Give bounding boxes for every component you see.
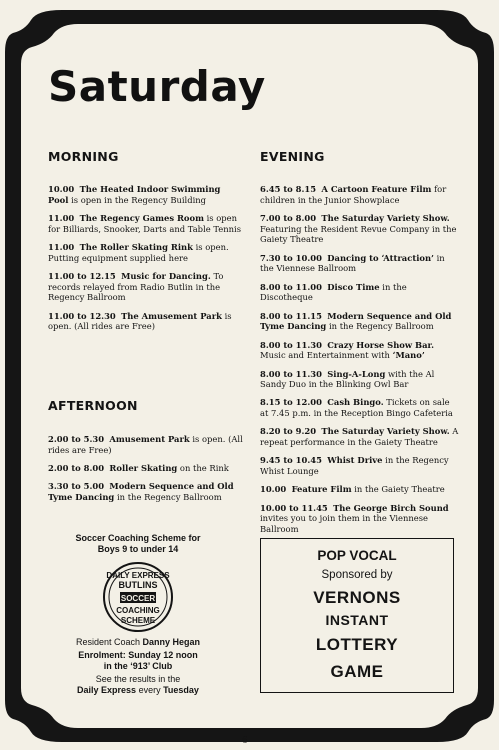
afternoon-entry xyxy=(48,434,243,455)
evening-entry xyxy=(260,213,460,245)
entry-time: 2.00 to 8.00 xyxy=(48,462,105,473)
entry-time: 2.00 to 5.30 xyxy=(48,434,105,444)
badge-line-5: SCHEME xyxy=(120,616,156,625)
entry-event: Sing-A-Long xyxy=(327,368,386,379)
results-line2 xyxy=(58,685,218,696)
entry-event: Amusement Park xyxy=(109,434,190,444)
entry-time: 10.00 to 11.45 xyxy=(260,502,328,513)
entry-details: in the Regency Ballroom xyxy=(326,321,434,332)
entry-details: Featuring the Resident Revue Company in the Gaiety Theatre xyxy=(260,223,457,245)
coach-line xyxy=(58,637,218,648)
soccer-heading-line1: Soccer Coaching Scheme for xyxy=(75,533,201,543)
entry-time: 8.00 to 11.15 xyxy=(260,310,322,321)
results-day: Tuesday xyxy=(163,685,199,695)
coach-prefix: Resident Coach xyxy=(75,637,143,647)
soccer-coaching-block xyxy=(58,533,218,696)
badge-line-3: SOCCER xyxy=(120,594,156,603)
morning-entry xyxy=(48,213,243,234)
entry-event: Roller Skating xyxy=(109,462,178,473)
entry-time: 8.00 to 11.00 xyxy=(260,281,322,292)
evening-entry xyxy=(260,184,460,205)
entry-details: with the Al Sandy Duo in the Blinking Owl Bar xyxy=(260,368,435,390)
entry-time: 6.45 to 8.15 xyxy=(260,184,317,194)
entry-time: 11.00 to 12.15 xyxy=(48,270,116,281)
entry-event: The Regency Games Room xyxy=(79,212,204,223)
afternoon-entry xyxy=(48,481,243,502)
entry-event: Disco Time xyxy=(327,281,380,292)
page-title: Saturday xyxy=(48,62,266,111)
promo-line1: POP VOCAL xyxy=(317,548,397,563)
entry-details: in the Regency Ballroom xyxy=(114,491,222,502)
results-line1: See the results in the xyxy=(95,674,181,684)
entry-event: Modern Sequence and Old Tyme Dancing xyxy=(260,310,452,332)
entry-details: Tickets on sale at 7.45 p.m. in the Reception Bingo Cafeteria xyxy=(260,397,453,419)
entry-details: is open for Billiards, Snooker, Darts and Table Tennis xyxy=(48,212,241,234)
evening-entry xyxy=(260,282,460,303)
enrolment-line1: Enrolment: Sunday 12 noon xyxy=(78,650,198,660)
evening-entry xyxy=(260,311,460,332)
entry-time: 8.00 to 11.30 xyxy=(260,339,322,350)
entry-event: The Heated Indoor Swimming Pool xyxy=(48,184,221,205)
entry-details: for children in the Junior Showplace xyxy=(260,184,447,205)
entry-event: A Cartoon Feature Film xyxy=(321,184,432,194)
entry-time: 10.00 xyxy=(48,184,75,194)
entry-details: is open. Putting equipment supplied here xyxy=(48,241,229,263)
badge-line-4: COACHING xyxy=(116,606,160,615)
entry-details: in the Regency Whist Lounge xyxy=(260,455,449,477)
entry-event: Dancing to ‘Attraction’ xyxy=(327,252,434,263)
entry-details: is open. (All rides are Free) xyxy=(48,310,232,332)
entry-event: Whist Drive xyxy=(327,455,383,466)
afternoon-entry xyxy=(48,463,243,474)
promo-line6: GAME xyxy=(330,662,384,681)
entry-time: 8.15 to 12.00 xyxy=(260,397,322,408)
entry-details: on the Rink xyxy=(177,462,229,473)
entry-details: in the Viennese Ballroom xyxy=(260,252,445,274)
evening-entry xyxy=(260,253,460,274)
results-paper: Daily Express xyxy=(77,685,137,695)
entry-performer: ‘Mano’ xyxy=(392,350,425,361)
evening-entry xyxy=(260,426,460,447)
entry-details: is open in the Regency Building xyxy=(68,194,207,205)
entry-time: 8.00 to 11.30 xyxy=(260,368,322,379)
entry-details: invites you to join them in the Viennese Ballroom xyxy=(260,513,429,535)
entry-time: 9.45 to 10.45 xyxy=(260,455,322,466)
enrolment-line2: in the ‘913’ Club xyxy=(103,661,173,671)
entry-details: To records relayed from Radio Butlin in the Regency Ballroom xyxy=(48,270,224,303)
entry-event: Cash Bingo. xyxy=(327,397,384,408)
entry-event: The Amusement Park xyxy=(121,310,222,321)
morning-entry xyxy=(48,242,243,263)
entry-time: 7.00 to 8.00 xyxy=(260,212,317,223)
coach-name: Danny Hegan xyxy=(142,637,201,647)
results-mid: every xyxy=(136,685,164,695)
entry-time: 7.30 to 10.00 xyxy=(260,252,322,263)
entry-time: 11.00 to 12.30 xyxy=(48,310,116,321)
entry-time: 11.00 xyxy=(48,241,75,252)
badge-line-1: DAILY EXPRESS xyxy=(106,571,170,580)
evening-entry xyxy=(260,340,460,361)
entry-event: The Saturday Variety Show. xyxy=(321,212,450,223)
morning-entry xyxy=(48,184,243,205)
promo-line5: LOTTERY xyxy=(315,635,399,654)
afternoon-heading: AFTERNOON xyxy=(48,398,138,413)
entry-details: Music and Entertainment with xyxy=(260,350,393,361)
evening-heading: EVENING xyxy=(260,149,325,164)
entry-details: is open. (All rides are Free) xyxy=(48,434,243,455)
entry-event: Music for Dancing. xyxy=(121,270,211,281)
evening-entry xyxy=(260,484,460,495)
entry-event: Crazy Horse Show Bar. xyxy=(327,339,435,350)
entry-details: A repeat performance in the Gaiety Theatre xyxy=(260,426,459,448)
evening-entry xyxy=(260,455,460,476)
entry-event: The Roller Skating Rink xyxy=(79,241,193,252)
entry-time: 10.00 xyxy=(260,484,287,495)
entry-time: 3.30 to 5.00 xyxy=(48,481,105,492)
evening-list xyxy=(260,184,460,542)
morning-entry xyxy=(48,271,243,303)
entry-event: Modern Sequence and Old Tyme Dancing xyxy=(48,481,234,502)
promo-line2: Sponsored by xyxy=(321,569,393,581)
promo-line3: VERNONS xyxy=(313,588,401,607)
entry-time: 8.20 to 9.20 xyxy=(260,426,317,437)
entry-time: 11.00 xyxy=(48,212,75,223)
badge-line-2: BUTLINS xyxy=(118,580,158,590)
afternoon-list xyxy=(48,434,243,510)
evening-entry xyxy=(260,503,460,535)
evening-entry xyxy=(260,369,460,390)
entry-details: in the Discotheque xyxy=(260,281,407,303)
page-number: 6 xyxy=(242,736,248,746)
morning-list xyxy=(48,184,243,340)
morning-heading: MORNING xyxy=(48,149,119,164)
evening-entry xyxy=(260,397,460,418)
promo-line4: INSTANT xyxy=(325,612,389,628)
morning-entry xyxy=(48,311,243,332)
soccer-heading-line2: Boys 9 to under 14 xyxy=(97,544,179,554)
entry-event: The George Birch Sound xyxy=(333,502,449,513)
entry-event: Feature Film xyxy=(291,484,352,495)
entry-details: in the Gaiety Theatre xyxy=(351,484,445,495)
entry-event: The Saturday Variety Show. xyxy=(321,426,450,437)
pop-vocal-box xyxy=(260,538,454,693)
soccer-badge-logo xyxy=(102,561,174,633)
